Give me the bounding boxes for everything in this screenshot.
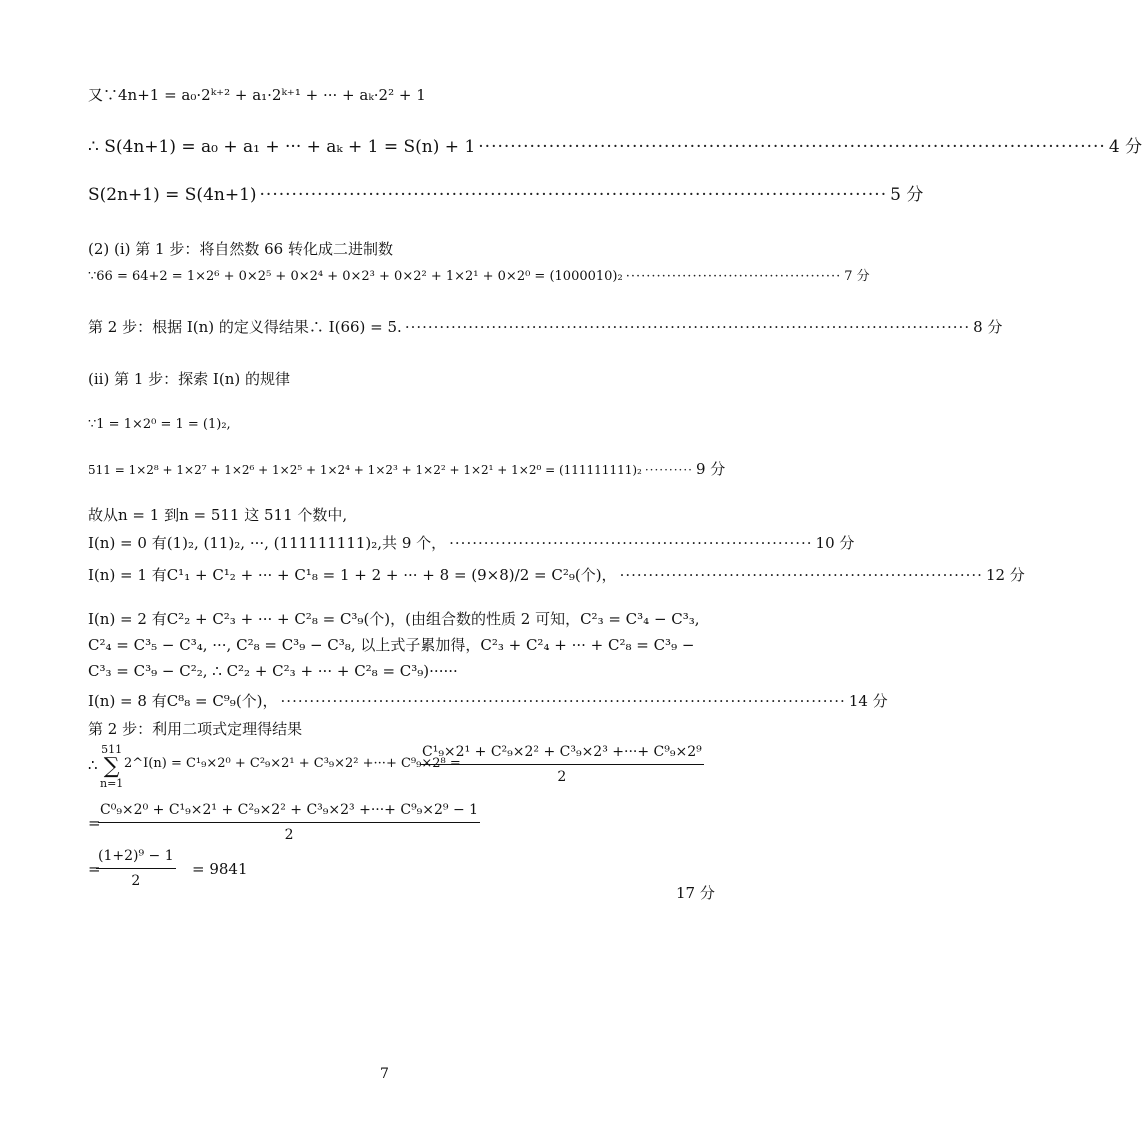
summation-upper: 511 [101, 743, 123, 756]
score-14: 14 分 [848, 692, 888, 710]
step-heading-ii-1 [88, 368, 712, 390]
count-i2-text: I(n) = 2 有C²₂ + C²₃ + ··· + C²₈ = C³₉(个)，(由组合数的性质 2 可知，C²₃ = C³₄ − C³₃, C²₄ = C³₅ − C³₄, ···, C²₈ = C³₉ − C³₈, 以上式子累加得，C²₃ + C²₄ + ··· + C²₈ = C³₉ − C³₃ = C³₉ − C²₂, ∴ C²₂ + C²₃ + ··· + C²₈ = C³₉)······ [88, 610, 700, 680]
count-i2-paragraph [88, 606, 703, 684]
leader-dots: ·································································································· [280, 692, 846, 710]
binary-66-text: ∵66 = 64+2 = 1×2⁶ + 0×2⁵ + 0×2⁴ + 0×2³ + 0×2² + 1×2¹ + 0×2⁰ = (1000010)₂ [88, 269, 623, 284]
binary-1-text: ∵1 = 1×2⁰ = 1 = (1)₂, [88, 417, 231, 432]
score-17: 17 分 [676, 884, 715, 902]
fraction-1 [420, 740, 704, 789]
range-line [88, 504, 712, 526]
step-2-result-text: 第 2 步：根据 I(n) 的定义得结果∴ I(66) = 5. [88, 318, 402, 336]
summation [100, 744, 123, 790]
score-9: 9 分 [696, 460, 726, 478]
proof-line-2-text: ∴ S(4n+1) = a₀ + a₁ + ··· + aₖ + 1 = S(n) + 1 [88, 137, 476, 157]
score-12: 12 分 [985, 566, 1025, 584]
count-i0-line [88, 532, 855, 554]
leader-dots: ·································································································· [259, 185, 888, 205]
final-result: = 9841 [192, 860, 248, 878]
score-4: 4 分 [1108, 137, 1142, 157]
count-i8-line [88, 690, 888, 712]
sigma-icon: ∑ [103, 754, 120, 779]
leader-dots: ·································································································· [478, 137, 1106, 157]
leader-dots: ······························································· [449, 534, 813, 552]
binary-511-text: 511 = 1×2⁸ + 1×2⁷ + 1×2⁶ + 1×2⁵ + 1×2⁴ + 1×2³ + 1×2² + 1×2¹ + 1×2⁰ = (111111111)₂ [88, 463, 642, 477]
summation-lower: n=1 [100, 777, 124, 790]
fraction-1-denominator: 2 [557, 769, 567, 785]
leader-dots: ·········· [644, 463, 693, 477]
count-i1-text: I(n) = 1 有C¹₁ + C¹₂ + ··· + C¹₈ = 1 + 2 + ··· + 8 = (9×8)/2 = C²₉(个)， [88, 566, 617, 584]
fraction-2-numerator: C⁰₉×2⁰ + C¹₉×2¹ + C²₉×2² + C³₉×2³ +···+ C⁹₉×2⁹ − 1 [98, 798, 480, 823]
fraction-2 [98, 798, 480, 847]
range-text: 故从n = 1 到n = 511 这 511 个数中, [88, 506, 348, 524]
count-i8-text: I(n) = 8 有C⁸₈ = C⁹₉(个)， [88, 692, 278, 710]
step-heading-i-1 [88, 238, 712, 260]
page-number: 7 [380, 1066, 389, 1082]
leader-dots: ·································································································· [404, 318, 971, 336]
step-heading-i-1-text: (2) (i) 第 1 步：将自然数 66 转化成二进制数 [88, 240, 393, 258]
equals-sign-2: = [88, 814, 101, 832]
proof-line-3-text: S(2n+1) = S(4n+1) [88, 185, 257, 205]
leader-dots: ·········································· [625, 269, 842, 284]
proof-line-3 [88, 184, 924, 206]
count-i1-line [88, 564, 1025, 586]
score-8: 8 分 [973, 318, 1003, 336]
proof-line-1-text: 又∵4n+1 = a₀·2ᵏ⁺² + a₁·2ᵏ⁺¹ + ··· + aₖ·2² + 1 [88, 86, 426, 104]
therefore-symbol: ∴ [88, 756, 98, 774]
fraction-3 [96, 844, 176, 893]
binary-1-line [88, 414, 712, 436]
count-i0-text: I(n) = 0 有(1)₂, (11)₂, ···, (111111111)₂,共 9 个， [88, 534, 447, 552]
proof-line-2 [88, 136, 1142, 158]
fraction-3-numerator: (1+2)⁹ − 1 [96, 844, 176, 869]
proof-line-1 [88, 84, 712, 106]
step-2-result-line [88, 316, 1003, 338]
summation-expansion: 2^I(n) = C¹₉×2⁰ + C²₉×2¹ + C³₉×2² +···+ C⁹₉×2⁸ = [124, 756, 461, 771]
step-2-binomial-text: 第 2 步：利用二项式定理得结果 [88, 720, 303, 738]
leader-dots: ······························································· [619, 566, 983, 584]
score-7: 7 分 [844, 269, 870, 284]
step-heading-ii-1-text: (ii) 第 1 步：探索 I(n) 的规律 [88, 370, 290, 388]
step-2-binomial-heading [88, 718, 712, 740]
score-5: 5 分 [890, 185, 924, 205]
fraction-2-denominator: 2 [284, 827, 294, 843]
binary-511-line [88, 458, 726, 481]
equals-sign-3: = [88, 860, 101, 878]
fraction-1-numerator: C¹₉×2¹ + C²₉×2² + C³₉×2³ +···+ C⁹₉×2⁹ [420, 740, 704, 765]
score-10: 10 分 [815, 534, 855, 552]
binary-66-line [88, 266, 870, 288]
fraction-3-denominator: 2 [131, 873, 141, 889]
